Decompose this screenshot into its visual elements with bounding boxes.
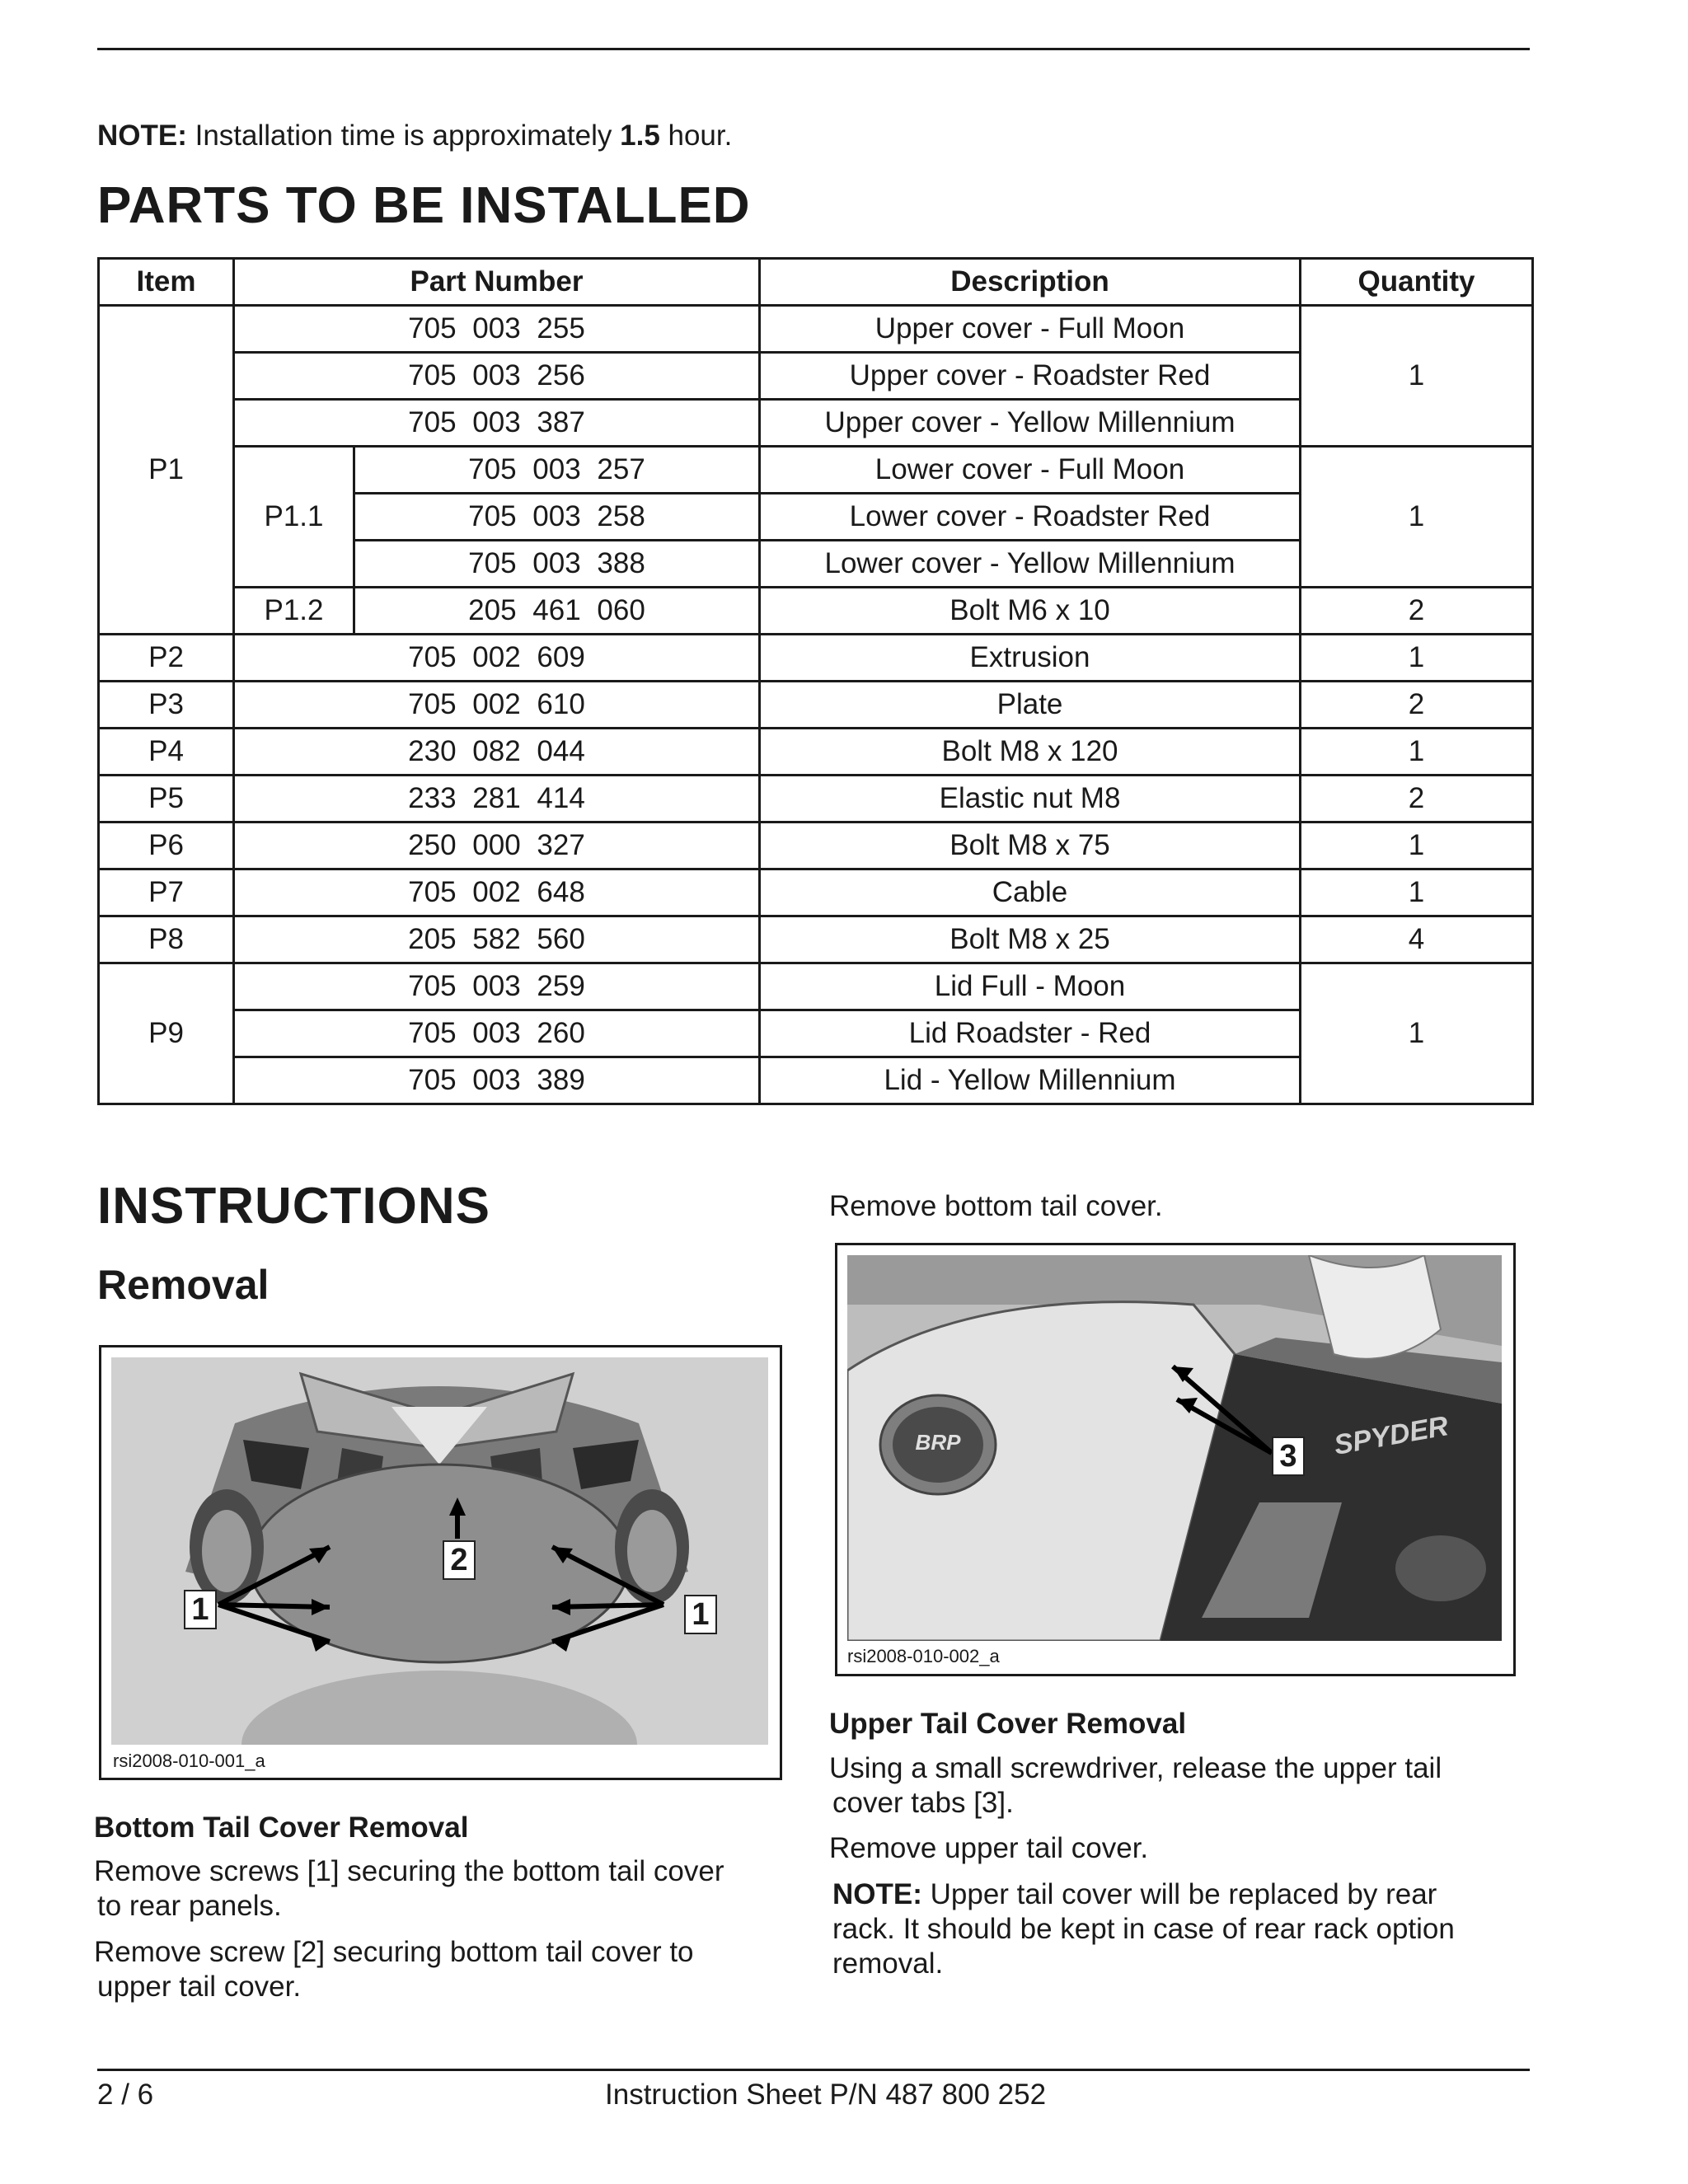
item-cell: P8	[99, 916, 234, 963]
table-row	[99, 916, 1533, 963]
callout-screws-right: 1	[684, 1595, 717, 1634]
bottom-step-1-line-1: Remove screws [1] securing the bottom tail cover	[94, 1855, 724, 1887]
photo-bottom-tail-cover	[111, 1357, 768, 1745]
upper-note-line-2: rack. It should be kept in case of rear rack option	[832, 1913, 1455, 1945]
footer-title: Instruction Sheet P/N 487 800 252	[605, 2079, 1047, 2111]
upper-step-2: Remove upper tail cover.	[829, 1832, 1149, 1864]
photo-upper-tail-cover	[847, 1255, 1502, 1641]
remove-bottom-cover-text: Remove bottom tail cover.	[829, 1190, 1163, 1222]
part-number-cell: 230 082 044	[234, 729, 760, 776]
part-number-cell: 205 582 560	[234, 916, 760, 963]
quantity-cell: 1	[1301, 306, 1533, 447]
quantity-cell: 1	[1301, 963, 1533, 1104]
parts-table	[97, 257, 1534, 1105]
item-cell: P6	[99, 823, 234, 869]
item-cell: P3	[99, 682, 234, 729]
quantity-cell: 1	[1301, 869, 1533, 916]
description-cell: Bolt M6 x 10	[760, 588, 1301, 635]
description-cell: Upper cover - Roadster Red	[760, 353, 1301, 400]
item-cell: P9	[99, 963, 234, 1104]
bottom-step-2-line-1: Remove screw [2] securing bottom tail cover to	[94, 1936, 694, 1968]
description-cell: Lower cover - Full Moon	[760, 447, 1301, 494]
removal-heading: Removal	[97, 1262, 270, 1308]
description-cell: Extrusion	[760, 635, 1301, 682]
description-cell: Lid Full - Moon	[760, 963, 1301, 1010]
note-text-end: hour.	[659, 120, 733, 152]
table-row	[99, 306, 1533, 353]
description-cell: Bolt M8 x 25	[760, 916, 1301, 963]
description-cell: Upper cover - Yellow Millennium	[760, 400, 1301, 447]
part-number-cell: 705 003 260	[234, 1010, 760, 1057]
bottom-step-1-line-2: to rear panels.	[97, 1890, 282, 1922]
upper-note-line-1: Upper tail cover will be replaced by rear	[921, 1878, 1437, 1910]
quantity-cell: 4	[1301, 916, 1533, 963]
quantity-cell: 1	[1301, 635, 1533, 682]
part-number-cell: 705 002 610	[234, 682, 760, 729]
table-row	[99, 635, 1533, 682]
part-number-cell: 705 003 389	[234, 1057, 760, 1104]
upper-note	[832, 1877, 1455, 1981]
figure-caption: rsi2008-010-001_a	[113, 1750, 265, 1771]
part-number-cell: 705 003 258	[354, 494, 760, 541]
parts-heading: PARTS TO BE INSTALLED	[97, 177, 751, 234]
description-cell: Lid - Yellow Millennium	[760, 1057, 1301, 1104]
figure-caption: rsi2008-010-002_a	[847, 1646, 1000, 1666]
callout-tabs: 3	[1272, 1436, 1305, 1476]
table-row	[99, 729, 1533, 776]
page-number: 2 / 6	[97, 2079, 154, 2111]
upper-section-title: Upper Tail Cover Removal	[829, 1708, 1187, 1740]
quantity-cell: 2	[1301, 588, 1533, 635]
upper-note-line-3: removal.	[832, 1947, 944, 1980]
installation-note	[97, 120, 732, 152]
bottom-section-title: Bottom Tail Cover Removal	[94, 1811, 469, 1844]
sub-item-cell: P1.1	[234, 447, 354, 588]
quantity-cell: 1	[1301, 729, 1533, 776]
upper-step-1-line-2: cover tabs [3].	[832, 1787, 1014, 1819]
header-description: Description	[760, 259, 1301, 306]
callout-screw-center: 2	[443, 1540, 476, 1580]
part-number-cell: 705 003 257	[354, 447, 760, 494]
description-cell: Lower cover - Roadster Red	[760, 494, 1301, 541]
table-row	[99, 588, 1533, 635]
table-row	[99, 869, 1533, 916]
figure-bottom-tail-cover	[99, 1345, 782, 1780]
item-cell: P1	[99, 306, 234, 635]
figure-upper-tail-cover	[835, 1243, 1516, 1676]
item-cell: P2	[99, 635, 234, 682]
description-cell: Bolt M8 x 75	[760, 823, 1301, 869]
description-cell: Upper cover - Full Moon	[760, 306, 1301, 353]
description-cell: Cable	[760, 869, 1301, 916]
item-cell: P7	[99, 869, 234, 916]
callout-screws-left: 1	[184, 1590, 217, 1629]
part-number-cell: 250 000 327	[234, 823, 760, 869]
table-row	[99, 682, 1533, 729]
header-item: Item	[99, 259, 234, 306]
item-cell: P4	[99, 729, 234, 776]
note-label: NOTE:	[97, 120, 187, 152]
header-quantity: Quantity	[1301, 259, 1533, 306]
part-number-cell: 705 002 648	[234, 869, 760, 916]
table-row	[99, 823, 1533, 869]
part-number-cell: 705 003 388	[354, 541, 760, 588]
part-number-cell: 705 003 256	[234, 353, 760, 400]
brp-logo-text: BRP	[915, 1430, 961, 1455]
item-cell: P5	[99, 776, 234, 823]
bottom-step-2	[94, 1935, 694, 2004]
part-number-cell: 705 002 609	[234, 635, 760, 682]
part-number-cell: 205 461 060	[354, 588, 760, 635]
table-row	[99, 963, 1533, 1010]
quantity-cell: 2	[1301, 776, 1533, 823]
table-row	[99, 447, 1533, 494]
part-number-cell: 705 003 259	[234, 963, 760, 1010]
bottom-step-1	[94, 1854, 724, 1924]
quantity-cell: 1	[1301, 823, 1533, 869]
upper-step-1	[829, 1751, 1442, 1821]
spyder-body-text: SPYDER	[1331, 1410, 1451, 1461]
note-value: 1.5	[620, 120, 660, 152]
table-row	[99, 776, 1533, 823]
bottom-step-2-line-2: upper tail cover.	[97, 1971, 302, 2003]
quantity-cell: 1	[1301, 447, 1533, 588]
header-part-number: Part Number	[234, 259, 760, 306]
description-cell: Elastic nut M8	[760, 776, 1301, 823]
upper-note-label: NOTE:	[832, 1878, 922, 1910]
part-number-cell: 705 003 387	[234, 400, 760, 447]
photo-bottom-tail-cover-drawing	[111, 1357, 768, 1745]
upper-step-1-line-1: Using a small screwdriver, release the upper tail	[829, 1752, 1442, 1784]
instructions-heading: INSTRUCTIONS	[97, 1178, 490, 1235]
note-text: Installation time is approximately	[186, 120, 621, 152]
bottom-rule	[97, 2069, 1530, 2071]
quantity-cell: 2	[1301, 682, 1533, 729]
part-number-cell: 233 281 414	[234, 776, 760, 823]
description-cell: Plate	[760, 682, 1301, 729]
description-cell: Lid Roadster - Red	[760, 1010, 1301, 1057]
description-cell: Bolt M8 x 120	[760, 729, 1301, 776]
top-rule	[97, 48, 1530, 50]
table-header-row	[99, 259, 1533, 306]
part-number-cell: 705 003 255	[234, 306, 760, 353]
sub-item-cell: P1.2	[234, 588, 354, 635]
description-cell: Lower cover - Yellow Millennium	[760, 541, 1301, 588]
